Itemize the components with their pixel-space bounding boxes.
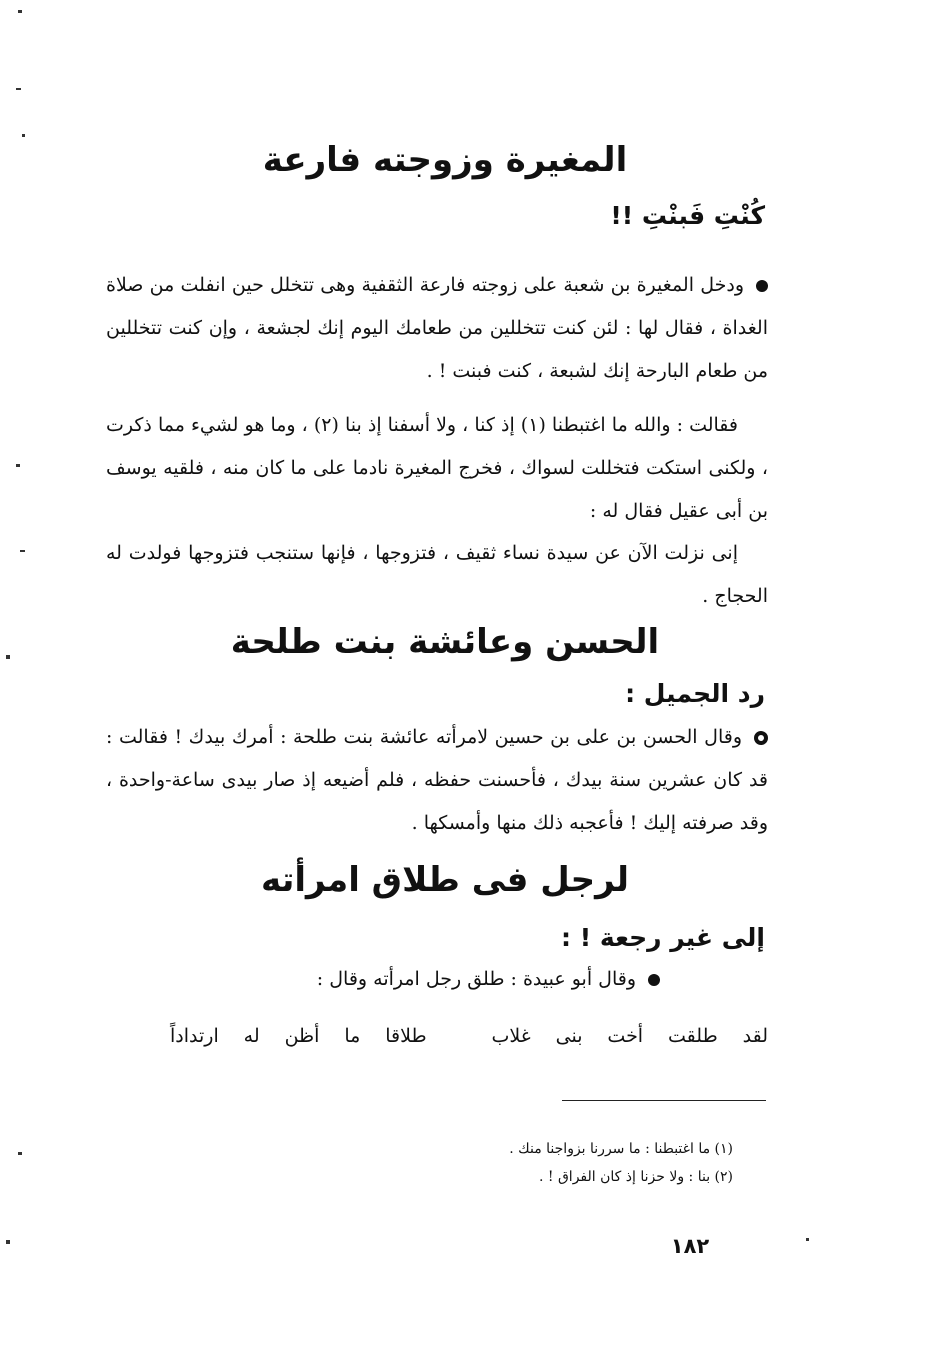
scan-speck bbox=[6, 1240, 10, 1244]
paragraph-text: وقال أبو عبيدة : طلق رجل امرأته وقال : bbox=[316, 968, 636, 990]
section-subhead-hasan: رد الجميل : bbox=[625, 679, 765, 708]
footnote-2: (٢) بنا : ولا حزنا إذ كان الفراق ! . bbox=[538, 1169, 733, 1185]
poem-word: أظن bbox=[284, 1025, 320, 1047]
poem-word: طلقت bbox=[668, 1025, 718, 1047]
scan-speck bbox=[18, 10, 22, 13]
scan-speck bbox=[20, 550, 25, 552]
paragraph-divorce-1 bbox=[200, 958, 660, 1001]
scan-speck bbox=[22, 134, 25, 137]
paragraph-text: ودخل المغيرة بن شعبة على زوجته فارعة الثقفية وهى تتخلل حين انفلت من صلاة الغداة ، فقال لها : لئن كنت تتخللين من طعامك اليوم إنك لجشعة ، وإن كنت تتخللين من طعام البارحة إنك لشبعة ، كنت فبنت ! . bbox=[106, 274, 768, 382]
poem-word: أخت bbox=[607, 1025, 644, 1047]
poem-word: طلاقا bbox=[385, 1025, 427, 1047]
section-subhead-divorce: إلى غير رجعة ! : bbox=[561, 923, 765, 952]
poem-word: ما bbox=[344, 1025, 361, 1047]
poem-word: له bbox=[243, 1025, 260, 1047]
bullet-icon bbox=[648, 974, 660, 986]
bullet-icon bbox=[754, 731, 768, 745]
bullet-icon bbox=[756, 280, 768, 292]
poem-word: بنى bbox=[555, 1025, 583, 1047]
footnote-divider bbox=[562, 1100, 766, 1101]
section-subhead-mughira: كُنْتِ فَبنْتِ !! bbox=[610, 201, 765, 230]
scan-speck bbox=[18, 1152, 22, 1155]
paragraph-mughira-1 bbox=[106, 264, 768, 393]
paragraph-text: إنى نزلت الآن عن سيدة نساء ثقيف ، فتزوجها ، فإنها ستنجب فتزوجها فولدت له الحجاج . bbox=[106, 542, 768, 607]
paragraph-text: فقالت : والله ما اغتبطنا (١) إذ كنا ، ولا أسفنا إذ بنا (٢) ، وما هو لشيء مما ذكرت ، ولكنى استكت فتخللت لسواك ، فخرج المغيرة نادما على ما كان منه ، فلقيه يوسف بن أبى عقيل فقال له : bbox=[106, 414, 768, 522]
poem-verse bbox=[170, 1018, 768, 1054]
paragraph-text: وقال الحسن بن على بن حسين لامرأته عائشة بنت طلحة : أمرك بيدك ! فقالت : قد كان عشرين سنة بيدك ، فأحسنت حفظه ، فلم أضيعه إذ صار بيدى ساعة-واحدة ، وقد صرفته إليك ! فأعجبه ذلك منها وأمسكها . bbox=[106, 726, 768, 834]
scan-speck bbox=[16, 464, 20, 467]
poem-word: ارتداداً bbox=[170, 1025, 219, 1047]
poem-word: لقد bbox=[742, 1025, 768, 1047]
section-title-hasan: الحسن وعائشة بنت طلحة bbox=[230, 622, 660, 662]
footnote-1: (١) ما اغتبطنا : ما سررنا بزواجنا منك . bbox=[509, 1141, 733, 1157]
scan-speck bbox=[6, 655, 10, 659]
paragraph-mughira-2 bbox=[106, 404, 768, 533]
section-title-divorce: لرجل فى طلاق امرأته bbox=[260, 860, 630, 900]
scan-speck bbox=[16, 88, 21, 90]
page-number: ١٨٢ bbox=[670, 1234, 710, 1258]
section-title-mughira: المغيرة وزوجته فارعة bbox=[262, 140, 628, 180]
paragraph-mughira-3 bbox=[106, 532, 768, 618]
paragraph-hasan-1 bbox=[106, 716, 768, 845]
poem-word: غلاب bbox=[491, 1025, 531, 1047]
scan-speck bbox=[806, 1238, 809, 1241]
